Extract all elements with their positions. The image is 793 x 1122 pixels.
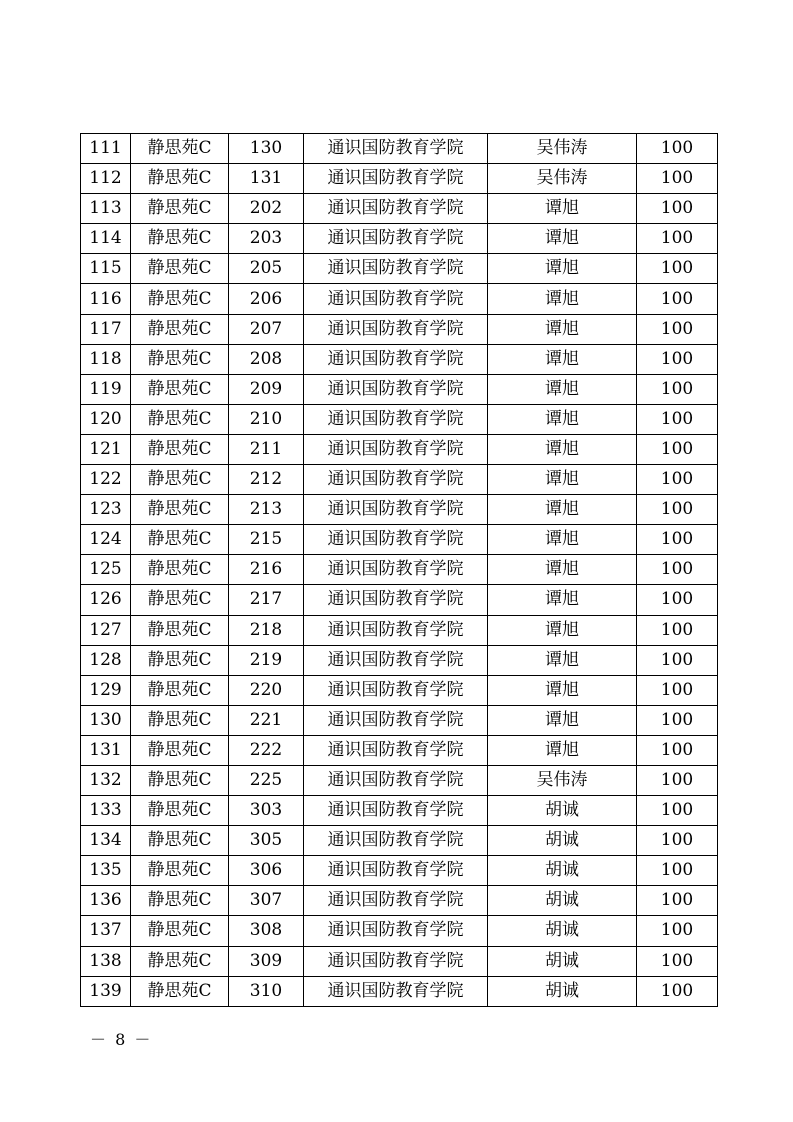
cell-building: 静思苑C: [131, 916, 229, 946]
cell-college: 通识国防教育学院: [304, 194, 488, 224]
cell-number: 113: [81, 194, 131, 224]
cell-college: 通识国防教育学院: [304, 826, 488, 856]
cell-room: 212: [229, 465, 304, 495]
cell-person: 谭旭: [488, 344, 637, 374]
cell-score: 100: [637, 465, 718, 495]
cell-college: 通识国防教育学院: [304, 344, 488, 374]
table-row: [81, 164, 718, 194]
cell-person: 谭旭: [488, 705, 637, 735]
cell-building: 静思苑C: [131, 344, 229, 374]
cell-college: 通识国防教育学院: [304, 404, 488, 434]
cell-college: 通识国防教育学院: [304, 525, 488, 555]
cell-building: 静思苑C: [131, 134, 229, 164]
cell-college: 通识国防教育学院: [304, 434, 488, 464]
cell-room: 131: [229, 164, 304, 194]
cell-number: 130: [81, 705, 131, 735]
cell-score: 100: [637, 765, 718, 795]
cell-score: 100: [637, 495, 718, 525]
cell-college: 通识国防教育学院: [304, 555, 488, 585]
cell-number: 138: [81, 946, 131, 976]
cell-score: 100: [637, 796, 718, 826]
cell-college: 通识国防教育学院: [304, 946, 488, 976]
cell-number: 111: [81, 134, 131, 164]
cell-room: 221: [229, 705, 304, 735]
cell-person: 胡诚: [488, 916, 637, 946]
cell-person: 谭旭: [488, 254, 637, 284]
cell-room: 209: [229, 374, 304, 404]
cell-number: 134: [81, 826, 131, 856]
table-row: [81, 645, 718, 675]
cell-college: 通识国防教育学院: [304, 495, 488, 525]
cell-college: 通识国防教育学院: [304, 856, 488, 886]
table-row: [81, 675, 718, 705]
cell-number: 127: [81, 615, 131, 645]
cell-number: 117: [81, 314, 131, 344]
cell-number: 118: [81, 344, 131, 374]
cell-score: 100: [637, 314, 718, 344]
cell-building: 静思苑C: [131, 765, 229, 795]
cell-room: 203: [229, 224, 304, 254]
cell-number: 132: [81, 765, 131, 795]
cell-number: 122: [81, 465, 131, 495]
cell-number: 112: [81, 164, 131, 194]
cell-person: 谭旭: [488, 585, 637, 615]
cell-college: 通识国防教育学院: [304, 765, 488, 795]
cell-room: 207: [229, 314, 304, 344]
cell-building: 静思苑C: [131, 374, 229, 404]
cell-building: 静思苑C: [131, 164, 229, 194]
cell-building: 静思苑C: [131, 675, 229, 705]
cell-person: 胡诚: [488, 976, 637, 1006]
cell-building: 静思苑C: [131, 826, 229, 856]
cell-person: 谭旭: [488, 224, 637, 254]
table-row: [81, 465, 718, 495]
cell-building: 静思苑C: [131, 585, 229, 615]
cell-room: 309: [229, 946, 304, 976]
cell-room: 213: [229, 495, 304, 525]
table-row: [81, 976, 718, 1006]
cell-room: 219: [229, 645, 304, 675]
cell-score: 100: [637, 675, 718, 705]
cell-person: 谭旭: [488, 555, 637, 585]
cell-person: 谭旭: [488, 525, 637, 555]
cell-college: 通识国防教育学院: [304, 675, 488, 705]
cell-person: 谭旭: [488, 284, 637, 314]
cell-score: 100: [637, 404, 718, 434]
table-row: [81, 705, 718, 735]
cell-college: 通识国防教育学院: [304, 735, 488, 765]
table-row: [81, 735, 718, 765]
cell-building: 静思苑C: [131, 314, 229, 344]
cell-building: 静思苑C: [131, 705, 229, 735]
table-row: [81, 374, 718, 404]
cell-room: 310: [229, 976, 304, 1006]
cell-college: 通识国防教育学院: [304, 134, 488, 164]
cell-score: 100: [637, 555, 718, 585]
cell-person: 谭旭: [488, 194, 637, 224]
cell-room: 306: [229, 856, 304, 886]
cell-room: 225: [229, 765, 304, 795]
cell-score: 100: [637, 615, 718, 645]
cell-number: 114: [81, 224, 131, 254]
cell-person: 谭旭: [488, 314, 637, 344]
cell-person: 谭旭: [488, 615, 637, 645]
cell-number: 129: [81, 675, 131, 705]
table-row: [81, 525, 718, 555]
cell-person: 谭旭: [488, 434, 637, 464]
cell-score: 100: [637, 194, 718, 224]
cell-college: 通识国防教育学院: [304, 615, 488, 645]
table-row: [81, 434, 718, 464]
cell-building: 静思苑C: [131, 735, 229, 765]
cell-building: 静思苑C: [131, 946, 229, 976]
cell-score: 100: [637, 585, 718, 615]
cell-number: 123: [81, 495, 131, 525]
cell-building: 静思苑C: [131, 254, 229, 284]
table-row: [81, 856, 718, 886]
cell-college: 通识国防教育学院: [304, 374, 488, 404]
cell-score: 100: [637, 164, 718, 194]
cell-number: 116: [81, 284, 131, 314]
cell-number: 135: [81, 856, 131, 886]
cell-score: 100: [637, 916, 718, 946]
cell-building: 静思苑C: [131, 615, 229, 645]
table-row: [81, 314, 718, 344]
cell-person: 胡诚: [488, 856, 637, 886]
cell-building: 静思苑C: [131, 284, 229, 314]
cell-person: 胡诚: [488, 886, 637, 916]
cell-number: 137: [81, 916, 131, 946]
cell-person: 谭旭: [488, 465, 637, 495]
cell-number: 136: [81, 886, 131, 916]
cell-college: 通识国防教育学院: [304, 585, 488, 615]
cell-room: 303: [229, 796, 304, 826]
cell-college: 通识国防教育学院: [304, 916, 488, 946]
dormitory-score-table: [80, 133, 718, 1007]
table-row: [81, 615, 718, 645]
cell-college: 通识国防教育学院: [304, 886, 488, 916]
table-row: [81, 134, 718, 164]
cell-building: 静思苑C: [131, 856, 229, 886]
cell-building: 静思苑C: [131, 404, 229, 434]
cell-room: 308: [229, 916, 304, 946]
cell-person: 谭旭: [488, 404, 637, 434]
cell-score: 100: [637, 525, 718, 555]
cell-college: 通识国防教育学院: [304, 705, 488, 735]
cell-number: 115: [81, 254, 131, 284]
cell-number: 133: [81, 796, 131, 826]
table-row: [81, 224, 718, 254]
cell-room: 222: [229, 735, 304, 765]
table-row: [81, 946, 718, 976]
cell-building: 静思苑C: [131, 525, 229, 555]
cell-person: 谭旭: [488, 495, 637, 525]
dormitory-score-table-container: [80, 133, 718, 1007]
cell-person: 胡诚: [488, 946, 637, 976]
cell-person: 胡诚: [488, 826, 637, 856]
cell-number: 125: [81, 555, 131, 585]
cell-number: 124: [81, 525, 131, 555]
cell-number: 126: [81, 585, 131, 615]
cell-score: 100: [637, 976, 718, 1006]
cell-person: 谭旭: [488, 645, 637, 675]
cell-score: 100: [637, 284, 718, 314]
cell-college: 通识国防教育学院: [304, 254, 488, 284]
cell-room: 205: [229, 254, 304, 284]
cell-number: 131: [81, 735, 131, 765]
cell-score: 100: [637, 344, 718, 374]
cell-number: 121: [81, 434, 131, 464]
table-row: [81, 344, 718, 374]
table-row: [81, 916, 718, 946]
cell-room: 206: [229, 284, 304, 314]
cell-score: 100: [637, 645, 718, 675]
cell-number: 128: [81, 645, 131, 675]
cell-room: 307: [229, 886, 304, 916]
cell-building: 静思苑C: [131, 194, 229, 224]
cell-number: 120: [81, 404, 131, 434]
cell-college: 通识国防教育学院: [304, 465, 488, 495]
table-row: [81, 826, 718, 856]
cell-score: 100: [637, 134, 718, 164]
cell-score: 100: [637, 374, 718, 404]
cell-building: 静思苑C: [131, 796, 229, 826]
cell-room: 217: [229, 585, 304, 615]
table-row: [81, 585, 718, 615]
cell-room: 220: [229, 675, 304, 705]
cell-person: 吴伟涛: [488, 134, 637, 164]
cell-score: 100: [637, 224, 718, 254]
cell-college: 通识国防教育学院: [304, 976, 488, 1006]
cell-building: 静思苑C: [131, 495, 229, 525]
cell-score: 100: [637, 946, 718, 976]
cell-person: 谭旭: [488, 735, 637, 765]
cell-person: 谭旭: [488, 675, 637, 705]
cell-score: 100: [637, 826, 718, 856]
cell-person: 吴伟涛: [488, 765, 637, 795]
cell-room: 218: [229, 615, 304, 645]
cell-room: 215: [229, 525, 304, 555]
cell-room: 305: [229, 826, 304, 856]
cell-room: 202: [229, 194, 304, 224]
page-number: － 8 －: [90, 1030, 153, 1049]
table-body: [81, 134, 718, 1007]
cell-person: 胡诚: [488, 796, 637, 826]
cell-building: 静思苑C: [131, 224, 229, 254]
cell-college: 通识国防教育学院: [304, 314, 488, 344]
cell-room: 210: [229, 404, 304, 434]
table-row: [81, 886, 718, 916]
cell-score: 100: [637, 254, 718, 284]
cell-building: 静思苑C: [131, 976, 229, 1006]
cell-building: 静思苑C: [131, 645, 229, 675]
table-row: [81, 495, 718, 525]
cell-college: 通识国防教育学院: [304, 645, 488, 675]
table-row: [81, 765, 718, 795]
cell-college: 通识国防教育学院: [304, 796, 488, 826]
cell-room: 208: [229, 344, 304, 374]
cell-person: 谭旭: [488, 374, 637, 404]
table-row: [81, 404, 718, 434]
table-row: [81, 254, 718, 284]
cell-building: 静思苑C: [131, 465, 229, 495]
cell-room: 216: [229, 555, 304, 585]
cell-college: 通识国防教育学院: [304, 284, 488, 314]
cell-college: 通识国防教育学院: [304, 164, 488, 194]
cell-number: 119: [81, 374, 131, 404]
cell-room: 211: [229, 434, 304, 464]
cell-building: 静思苑C: [131, 886, 229, 916]
cell-score: 100: [637, 856, 718, 886]
table-row: [81, 555, 718, 585]
table-row: [81, 194, 718, 224]
table-row: [81, 796, 718, 826]
cell-number: 139: [81, 976, 131, 1006]
cell-score: 100: [637, 735, 718, 765]
cell-person: 吴伟涛: [488, 164, 637, 194]
cell-room: 130: [229, 134, 304, 164]
cell-college: 通识国防教育学院: [304, 224, 488, 254]
cell-score: 100: [637, 434, 718, 464]
table-row: [81, 284, 718, 314]
cell-building: 静思苑C: [131, 434, 229, 464]
cell-score: 100: [637, 886, 718, 916]
cell-score: 100: [637, 705, 718, 735]
cell-building: 静思苑C: [131, 555, 229, 585]
